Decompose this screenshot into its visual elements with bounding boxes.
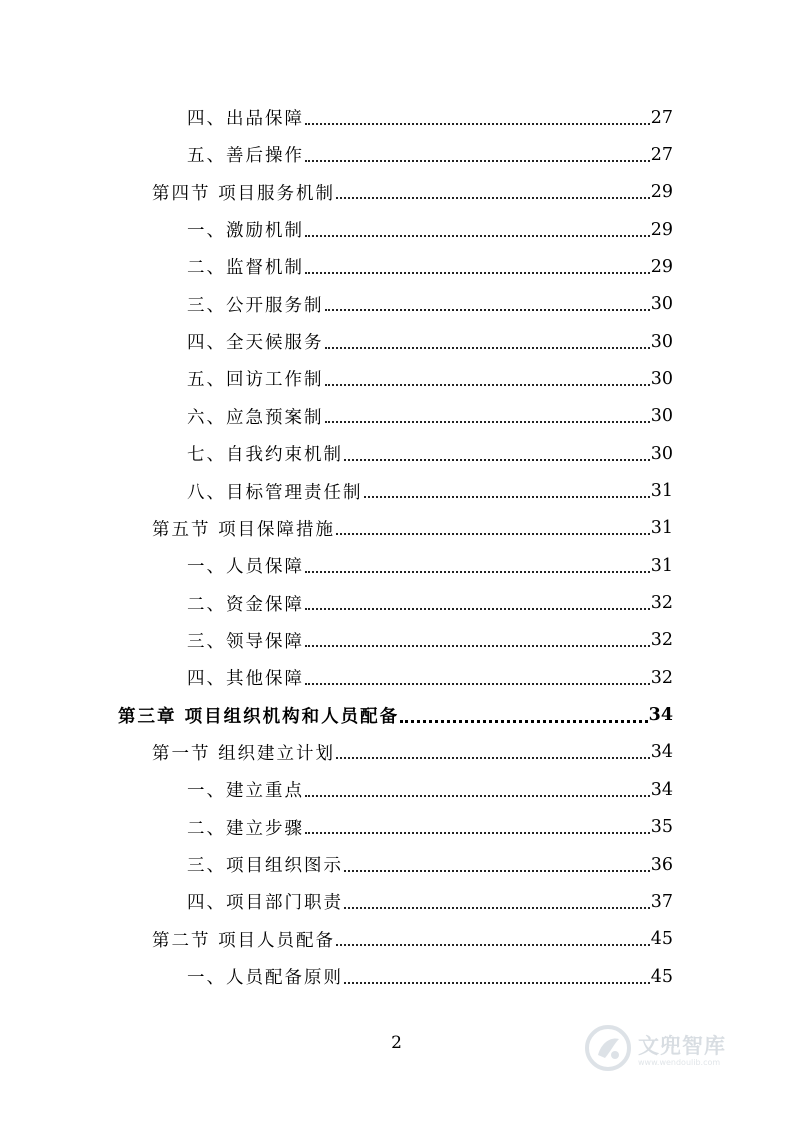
- toc-leader-dots: [305, 235, 650, 237]
- toc-leader-dots: [305, 571, 650, 573]
- toc-entry[interactable]: [187, 248, 673, 285]
- toc-leader-dots: [305, 795, 650, 797]
- toc-entry[interactable]: [187, 286, 673, 323]
- toc-leader-dots: [336, 944, 650, 946]
- toc-leader-dots: [336, 757, 650, 759]
- toc-entry-page: 34: [648, 705, 673, 726]
- toc-entry[interactable]: [187, 547, 673, 584]
- toc-entry-page: 27: [650, 107, 673, 128]
- toc-entry-label: 三、领导保障: [187, 631, 304, 652]
- toc-entry-page: 29: [650, 219, 673, 240]
- toc-entry-page: 29: [650, 182, 673, 203]
- toc-entry-label: 二、建立步骤: [187, 818, 304, 839]
- toc-entry-page: 32: [650, 593, 673, 614]
- toc-entry[interactable]: [187, 883, 673, 920]
- toc-entry-page: 30: [650, 443, 673, 464]
- toc-entry[interactable]: [187, 398, 673, 435]
- toc-entry-page: 30: [650, 294, 673, 315]
- toc-entry[interactable]: [187, 771, 673, 808]
- toc-entry[interactable]: [187, 136, 673, 173]
- toc-entry-label: 五、善后操作: [187, 146, 304, 167]
- toc-entry[interactable]: [187, 435, 673, 472]
- toc-entry-label: 一、人员保障: [187, 557, 304, 578]
- watermark: [584, 1018, 764, 1078]
- toc-leader-dots: [325, 309, 650, 311]
- toc-leader-dots: [305, 123, 650, 125]
- toc-leader-dots: [305, 272, 650, 274]
- watermark-url: www.wendoulib.com: [638, 1057, 721, 1067]
- toc-entry[interactable]: [187, 211, 673, 248]
- toc-entry-label: 一、激励机制: [187, 221, 304, 242]
- toc-entry-page: 35: [650, 817, 673, 838]
- toc-entry-label: 五、回访工作制: [187, 370, 324, 391]
- toc-leader-dots: [305, 608, 650, 610]
- toc-leader-dots: [400, 720, 648, 723]
- toc-entry[interactable]: [187, 585, 673, 622]
- toc-leader-dots: [305, 160, 650, 162]
- toc-entry-page: 34: [650, 742, 673, 763]
- toc-leader-dots: [305, 683, 650, 685]
- toc-entry[interactable]: [152, 510, 673, 547]
- toc-entry-label: 四、全天候服务: [187, 333, 324, 354]
- toc-entry[interactable]: [187, 99, 673, 136]
- toc-entry-label: 第一节 组织建立计划: [152, 743, 336, 764]
- toc-entry-page: 34: [650, 779, 673, 800]
- wendou-logo-icon: [584, 1024, 632, 1072]
- toc-entry[interactable]: [187, 473, 673, 510]
- toc-leader-dots: [344, 459, 650, 461]
- toc-entry-label: 一、建立重点: [187, 781, 304, 802]
- toc-entry-page: 45: [650, 929, 673, 950]
- toc-entry[interactable]: [187, 958, 673, 995]
- toc-entry-label: 四、其他保障: [187, 669, 304, 690]
- toc-entry-page: 31: [650, 555, 673, 576]
- toc-entry-label: 第三章 项目组织机构和人员配备: [118, 706, 400, 727]
- toc-entry-page: 37: [650, 891, 673, 912]
- toc-entry[interactable]: [152, 921, 673, 958]
- toc-entry[interactable]: [152, 734, 673, 771]
- toc-leader-dots: [344, 907, 650, 909]
- toc-entry-page: 45: [650, 966, 673, 987]
- toc-entry-page: 30: [650, 331, 673, 352]
- toc-entry-page: 36: [650, 854, 673, 875]
- toc-leader-dots: [325, 384, 650, 386]
- page-number: 2: [391, 1033, 402, 1053]
- toc-entry-page: 27: [650, 144, 673, 165]
- toc-entry-label: 三、公开服务制: [187, 295, 324, 316]
- toc-entry-page: 31: [650, 518, 673, 539]
- toc-entry-label: 四、项目部门职责: [187, 893, 343, 914]
- toc-leader-dots: [364, 496, 650, 498]
- watermark-name: 文兜智库: [638, 1033, 726, 1058]
- toc-leader-dots: [325, 347, 650, 349]
- toc-entry-label: 四、出品保障: [187, 109, 304, 129]
- toc-entry-page: 31: [650, 481, 673, 501]
- toc-entry-label: 第四节 项目服务机制: [152, 183, 336, 204]
- toc-entry-label: 一、人员配备原则: [187, 968, 343, 989]
- toc-entry-label: 三、项目组织图示: [187, 856, 343, 876]
- toc-entry[interactable]: [187, 809, 673, 846]
- toc-entry-label: 二、资金保障: [187, 594, 304, 615]
- toc-entry-page: 32: [650, 667, 673, 688]
- toc-entry[interactable]: [187, 659, 673, 696]
- toc-leader-dots: [325, 421, 650, 423]
- toc-entry[interactable]: [118, 697, 673, 734]
- toc-entry-label: 第二节 项目人员配备: [152, 930, 336, 951]
- toc-entry-label: 七、自我约束机制: [187, 445, 343, 466]
- toc-leader-dots: [305, 645, 650, 647]
- toc-leader-dots: [336, 197, 650, 199]
- toc-entry[interactable]: [187, 360, 673, 397]
- toc-entry-label: 二、监督机制: [187, 258, 304, 279]
- toc-entry[interactable]: [187, 622, 673, 659]
- toc-entry[interactable]: [187, 323, 673, 360]
- toc-entry[interactable]: [187, 846, 673, 883]
- toc-entry-page: 30: [650, 368, 673, 389]
- toc-entry-label: 八、目标管理责任制: [187, 482, 363, 503]
- toc-leader-dots: [336, 533, 650, 535]
- toc-entry[interactable]: [152, 174, 673, 211]
- toc-entry-label: 第五节 项目保障措施: [152, 519, 336, 540]
- toc-leader-dots: [305, 832, 650, 834]
- toc-entry-page: 29: [650, 256, 673, 277]
- toc-entry-page: 30: [650, 406, 673, 427]
- toc-entry-label: 六、应急预案制: [187, 407, 324, 428]
- toc-entry-page: 32: [650, 630, 673, 651]
- toc-leader-dots: [344, 870, 650, 872]
- toc-leader-dots: [344, 982, 650, 984]
